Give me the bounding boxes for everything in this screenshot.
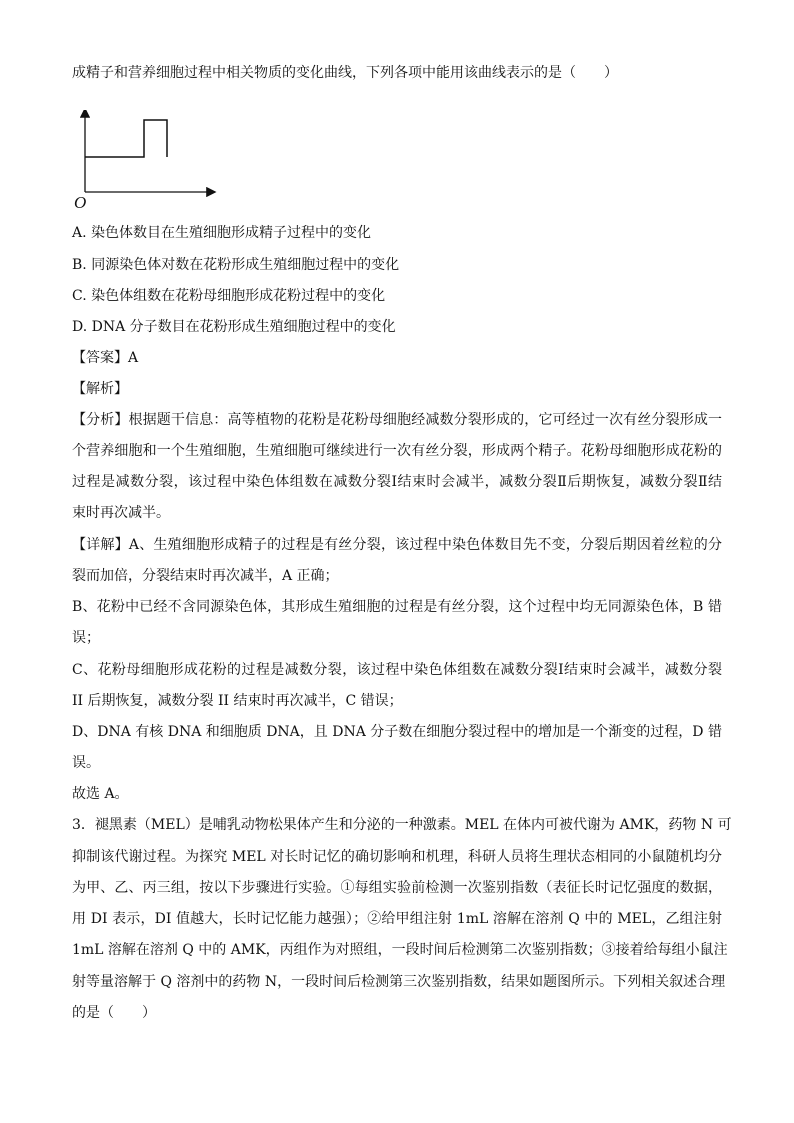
question3-line: 射等量溶解于 Q 溶剂中的药物 N，一段时间后检测第三次鉴别指数，结果如题图所示。下列相关叙述合理: [72, 974, 726, 990]
option-b: B. 同源染色体对数在花粉形成生殖细胞过程中的变化: [72, 257, 400, 273]
detail-line: 裂而加倍，分裂结束时再次减半，A 正确；: [72, 568, 339, 584]
detail-line: 误。: [72, 755, 100, 771]
detail-line: D、DNA 有核 DNA 和细胞质 DNA，且 DNA 分子数在细胞分裂过程中的增加是一个渐变的过程，D 错: [72, 724, 722, 740]
detail-line: II 后期恢复，减数分裂 II 结束时再次减半，C 错误；: [72, 693, 403, 709]
detail-line: B、花粉中已经不含同源染色体，其形成生殖细胞的过程是有丝分裂，这个过程中均无同源染色体，B 错: [72, 599, 722, 615]
analysis-line: 【分析】根据题干信息：高等植物的花粉是花粉母细胞经减数分裂形成的，它可经过一次有丝分裂形成一: [72, 412, 722, 428]
question3-line: 1mL 溶解在溶剂 Q 中的 AMK，丙组作为对照组，一段时间后检测第二次鉴别指数；③接着给每组小鼠注: [72, 942, 728, 958]
question3-line: 为甲、乙、丙三组，按以下步骤进行实验。①每组实验前检测一次鉴别指数（表征长时记忆强度的数据，: [72, 880, 722, 896]
answer-value: A: [128, 350, 139, 366]
question3-line: 抑制该代谢过程。为探究 MEL 对长时记忆的确切影响和机理，科研人员将生理状态相同的小鼠随机均分: [72, 849, 722, 865]
question-stem: 成精子和营养细胞过程中相关物质的变化曲线，下列各项中能用该曲线表示的是（ ）: [72, 65, 618, 81]
option-a: A. 染色体数目在生殖细胞形成精子过程中的变化: [72, 225, 372, 241]
option-c: C. 染色体组数在花粉母细胞形成花粉过程中的变化: [72, 288, 386, 304]
question3-line: 用 DI 表示，DI 值越大，长时记忆能力越强）；②给甲组注射 1mL 溶解在溶剂 Q 中的 MEL，乙组注射: [72, 911, 722, 927]
question3-line: 3．褪黑素（MEL）是哺乳动物松果体产生和分泌的一种激素。MEL 在体内可被代谢为 AMK，药物 N 可: [72, 817, 732, 833]
detail-line: 故选 A。: [72, 786, 129, 802]
analysis-line: 个营养细胞和一个生殖细胞，生殖细胞可继续进行一次有丝分裂，形成两个精子。花粉母细胞形成花粉的: [72, 443, 722, 459]
answer-line: [72, 347, 138, 369]
detail-line: C、花粉母细胞形成花粉的过程是减数分裂，该过程中染色体组数在减数分裂Ⅰ结束时会减半，减数分裂: [72, 662, 722, 678]
step-curve-graph: [72, 110, 232, 210]
analysis-line: 束时再次减半。: [72, 505, 170, 521]
question3-line: 的是（ ）: [72, 1005, 156, 1021]
option-d: D. DNA 分子数目在花粉形成生殖细胞过程中的变化: [72, 319, 396, 335]
detail-line: 【详解】A、生殖细胞形成精子的过程是有丝分裂，该过程中染色体数目先不变，分裂后期因着丝粒的分: [72, 537, 722, 553]
analysis-line: 过程是减数分裂，该过程中染色体组数在减数分裂Ⅰ结束时会减半，减数分裂Ⅱ后期恢复，减数分裂Ⅱ结: [72, 474, 722, 490]
origin-label: O: [74, 193, 87, 210]
detail-line: 误；: [72, 630, 100, 646]
answer-label: 【答案】: [72, 350, 128, 366]
step-curve: [85, 120, 167, 157]
analysis-label: 【解析】: [72, 381, 128, 397]
